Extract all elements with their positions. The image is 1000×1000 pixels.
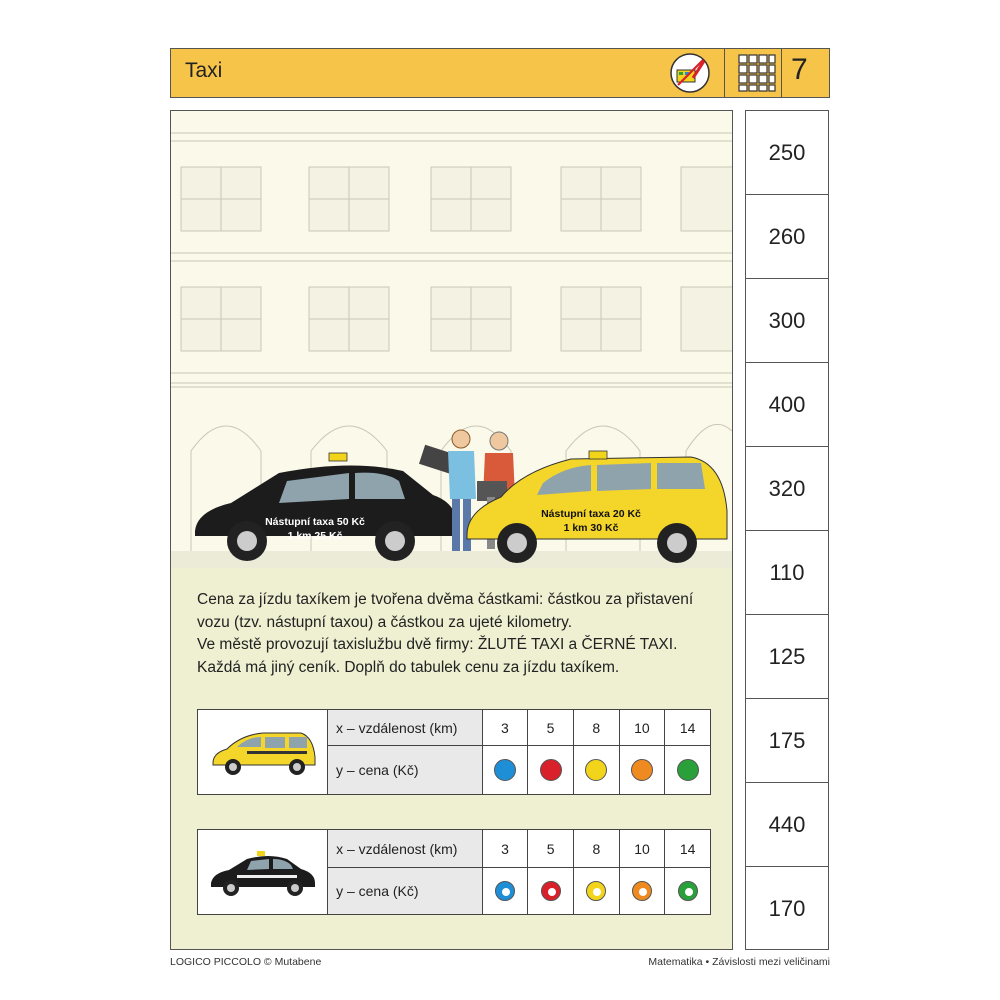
distance-cell: 5 — [528, 710, 574, 746]
exercise-panel — [170, 110, 733, 950]
black-taxi-picture — [198, 830, 328, 915]
svg-text:1 km 30 Kč: 1 km 30 Kč — [563, 522, 619, 534]
green-ring-marker — [678, 881, 698, 901]
taxi-street-illustration — [171, 111, 732, 568]
distance-cell: 10 — [619, 830, 665, 868]
black-car-icon — [207, 843, 319, 899]
description-line: Cena za jízdu taxíkem je tvořena dvěma částkami: částkou za přistavení — [197, 591, 694, 608]
task-description — [197, 589, 727, 679]
answer-tile[interactable]: 110 — [746, 531, 828, 615]
distance-cell: 3 — [482, 830, 528, 868]
yellow-taxi-price-table — [197, 709, 711, 795]
price-answer-slot[interactable] — [482, 868, 528, 915]
grid-icon — [737, 53, 777, 93]
answer-tile[interactable]: 320 — [746, 447, 828, 531]
price-answer-slot[interactable] — [528, 746, 574, 795]
footer-subject: Matematika • Závislosti mezi veličinami — [648, 956, 830, 968]
red-marker — [540, 759, 562, 781]
black-taxi-price-table — [197, 829, 711, 915]
price-answer-slot[interactable] — [482, 746, 528, 795]
distance-cell: 10 — [619, 710, 665, 746]
distance-cell: 14 — [665, 710, 711, 746]
price-answer-slot[interactable] — [619, 868, 665, 915]
distance-cell: 5 — [528, 830, 574, 868]
red-ring-marker — [541, 881, 561, 901]
answer-tile[interactable]: 170 — [768, 896, 806, 921]
answer-tile[interactable]: 300 — [746, 279, 828, 363]
distance-cell: 8 — [574, 830, 620, 868]
header-divider — [781, 49, 782, 97]
page-title: Taxi — [185, 59, 223, 82]
svg-text:1 km 25 Kč: 1 km 25 Kč — [287, 530, 343, 542]
header-divider — [724, 49, 725, 97]
price-answer-slot[interactable] — [665, 868, 711, 915]
svg-text:Nástupní taxa 20 Kč: Nástupní taxa 20 Kč — [541, 508, 641, 520]
blue-marker — [494, 759, 516, 781]
distance-cell: 14 — [665, 830, 711, 868]
answer-tile[interactable]: 440 — [746, 783, 828, 867]
yellow-marker — [585, 759, 607, 781]
price-answer-slot[interactable] — [574, 868, 620, 915]
distance-cell: 3 — [482, 710, 528, 746]
orange-ring-marker — [632, 881, 652, 901]
green-marker — [677, 759, 699, 781]
page-number: 7 — [791, 53, 808, 86]
blue-ring-marker — [495, 881, 515, 901]
answer-tile[interactable]: 400 — [746, 363, 828, 447]
answer-column — [745, 110, 829, 950]
yellow-ring-marker — [586, 881, 606, 901]
distance-label: x – vzdálenost (km) — [328, 830, 483, 868]
footer-publisher: LOGICO PICCOLO © Mutabene — [170, 956, 322, 968]
yellow-car-icon — [207, 723, 319, 779]
answer-tile[interactable]: 250 — [746, 111, 828, 195]
price-label: y – cena (Kč) — [328, 746, 482, 795]
price-label: y – cena (Kč) — [328, 868, 483, 915]
price-answer-slot[interactable] — [619, 746, 665, 795]
distance-label: x – vzdálenost (km) — [328, 710, 482, 746]
yellow-taxi-picture — [198, 710, 328, 795]
description-line: vozu (tzv. nástupní taxou) a částkou za ujeté kilometry. — [197, 613, 573, 631]
title-bar — [170, 48, 830, 98]
description-line: Každá má jiný ceník. Doplň do tabulek cenu za jízdu taxíkem. — [197, 658, 620, 676]
price-answer-slot[interactable] — [573, 746, 619, 795]
answer-tile[interactable]: 175 — [746, 699, 828, 783]
answer-tile[interactable]: 125 — [746, 615, 828, 699]
svg-text:Nástupní taxa 50 Kč: Nástupní taxa 50 Kč — [265, 516, 365, 528]
price-answer-slot[interactable] — [665, 746, 711, 795]
distance-cell: 8 — [573, 710, 619, 746]
price-answer-slot[interactable] — [528, 868, 574, 915]
orange-marker — [631, 759, 653, 781]
description-line: Ve městě provozují taxislužbu dvě firmy: ŽLUTÉ TAXI a ČERNÉ TAXI. — [197, 636, 678, 653]
pencil-hand-icon — [669, 52, 711, 94]
answer-tile[interactable]: 260 — [746, 195, 828, 279]
